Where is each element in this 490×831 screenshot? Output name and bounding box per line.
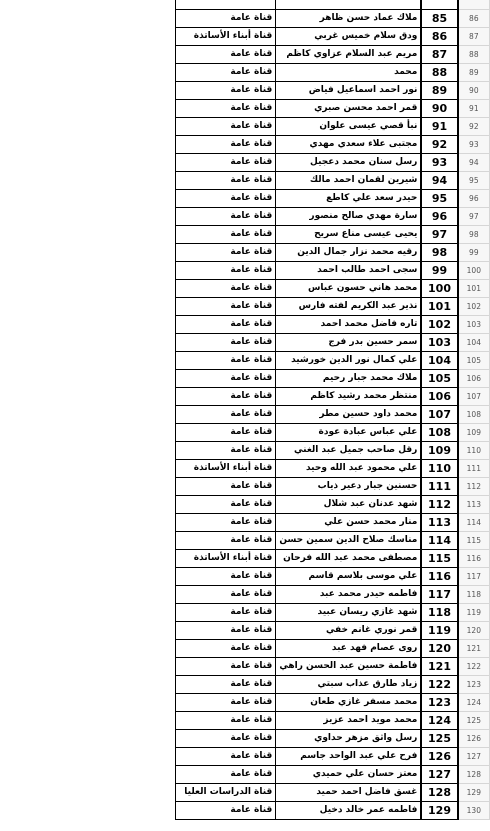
row-number-cell[interactable]: 101 [458, 280, 490, 298]
name-cell[interactable]: يحيى عيسى مناع سريح [276, 226, 422, 244]
row-number-cell[interactable]: 89 [458, 64, 490, 82]
table-row [176, 190, 490, 208]
channel-cell[interactable]: قناة أبناء الأساتذة [176, 460, 276, 478]
table-row [176, 352, 490, 370]
sequence-cell[interactable]: 108 [421, 424, 457, 442]
row-number-cell[interactable]: 122 [458, 658, 490, 676]
row-number-cell[interactable]: 111 [458, 460, 490, 478]
row-number-cell[interactable]: 103 [458, 316, 490, 334]
sequence-cell[interactable]: 123 [421, 694, 457, 712]
row-number-cell[interactable]: 91 [458, 100, 490, 118]
sequence-cell[interactable]: 127 [421, 766, 457, 784]
table-row [176, 10, 490, 28]
row-number-cell[interactable]: 99 [458, 244, 490, 262]
name-cell[interactable]: محمد [276, 64, 422, 82]
name-cell[interactable]: شيرين لقمان احمد مالك [276, 172, 422, 190]
row-number-cell[interactable]: 117 [458, 568, 490, 586]
channel-cell[interactable]: قناة عامة [176, 802, 276, 820]
sequence-cell[interactable]: 116 [421, 568, 457, 586]
table-row [176, 370, 490, 388]
table-row [176, 28, 490, 46]
table-row [176, 46, 490, 64]
row-number-cell[interactable]: 106 [458, 370, 490, 388]
row-number-cell[interactable]: 100 [458, 262, 490, 280]
table-row [176, 262, 490, 280]
sequence-cell[interactable]: 101 [421, 298, 457, 316]
sequence-cell[interactable]: 126 [421, 748, 457, 766]
sequence-cell[interactable]: 129 [421, 802, 457, 820]
sequence-cell[interactable]: 121 [421, 658, 457, 676]
channel-cell[interactable]: قناة عامة [176, 442, 276, 460]
row-number-cell[interactable]: 113 [458, 496, 490, 514]
row-number-cell[interactable]: 109 [458, 424, 490, 442]
table-row [176, 424, 490, 442]
name-cell[interactable]: قمر احمد محسن صبري [276, 100, 422, 118]
table-row [176, 712, 490, 730]
table-row [176, 532, 490, 550]
name-cell[interactable]: رسل واثق مزهر حداوي [276, 730, 422, 748]
row-number-cell[interactable]: 128 [458, 766, 490, 784]
name-cell[interactable]: حسنين جبار دعير ذياب [276, 478, 422, 496]
name-cell[interactable]: محمد داود حسين مطر [276, 406, 422, 424]
table-row [176, 100, 490, 118]
name-cell[interactable]: فاطمه عمر خالد دخيل [276, 802, 422, 820]
name-cell[interactable]: معتز حسان علي حميدي [276, 766, 422, 784]
name-cell[interactable]: ملاك عماد حسن ظاهر [276, 10, 422, 28]
row-number-cell[interactable]: 102 [458, 298, 490, 316]
table-row [176, 118, 490, 136]
table-row [176, 784, 490, 802]
row-number-cell[interactable]: 129 [458, 784, 490, 802]
row-number-cell[interactable]: 107 [458, 388, 490, 406]
channel-cell[interactable]: قناة عامة [176, 712, 276, 730]
name-cell[interactable]: حيدر سعد علي كاطع [276, 190, 422, 208]
table-row [176, 0, 490, 10]
name-cell[interactable]: مصطفى محمد عبد الله فرحان [276, 550, 422, 568]
name-cell[interactable]: مجتبى علاء سعدي مهدي [276, 136, 422, 154]
name-cell[interactable]: علي كمال نور الدين خورشيد [276, 352, 422, 370]
name-cell[interactable] [276, 0, 422, 10]
name-cell[interactable]: نور احمد اسماعيل فياض [276, 82, 422, 100]
row-number-cell[interactable]: 94 [458, 154, 490, 172]
row-number-cell[interactable]: 119 [458, 604, 490, 622]
channel-cell[interactable]: قناة أبناء الأساتذة [176, 28, 276, 46]
table-row [176, 406, 490, 424]
sequence-cell[interactable]: 105 [421, 370, 457, 388]
sequence-cell[interactable]: 113 [421, 514, 457, 532]
table-row [176, 172, 490, 190]
row-number-cell[interactable]: 87 [458, 28, 490, 46]
channel-cell[interactable]: قناة عامة [176, 208, 276, 226]
channel-cell[interactable]: قناة عامة [176, 604, 276, 622]
row-number-cell[interactable]: 108 [458, 406, 490, 424]
sequence-cell[interactable]: 85 [421, 10, 457, 28]
table-row [176, 136, 490, 154]
sequence-cell[interactable]: 122 [421, 676, 457, 694]
channel-cell[interactable]: قناة عامة [176, 118, 276, 136]
name-cell[interactable]: تاره فاضل محمد احمد [276, 316, 422, 334]
row-number-cell[interactable]: 127 [458, 748, 490, 766]
row-number-cell[interactable]: 105 [458, 352, 490, 370]
table-row [176, 280, 490, 298]
name-cell[interactable]: منار محمد حسن علي [276, 514, 422, 532]
table-row [176, 154, 490, 172]
channel-cell[interactable]: قناة عامة [176, 514, 276, 532]
name-cell[interactable]: رقيه محمد نزار جمال الدين [276, 244, 422, 262]
table-row [176, 694, 490, 712]
table-row [176, 388, 490, 406]
row-number-cell[interactable]: 88 [458, 46, 490, 64]
sequence-cell[interactable]: 91 [421, 118, 457, 136]
channel-cell[interactable]: قناة عامة [176, 136, 276, 154]
row-number-cell[interactable]: 93 [458, 136, 490, 154]
channel-cell[interactable]: قناة عامة [176, 352, 276, 370]
table-row [176, 82, 490, 100]
sequence-cell[interactable]: 94 [421, 172, 457, 190]
name-cell[interactable]: فاطمة حسين عبد الحسن راهي [276, 658, 422, 676]
row-number-cell[interactable]: 92 [458, 118, 490, 136]
channel-cell[interactable]: قناة عامة [176, 46, 276, 64]
table-row [176, 550, 490, 568]
name-cell[interactable]: سمر حسين بدر فرج [276, 334, 422, 352]
name-cell[interactable]: مريم عبد السلام عزاوي كاظم [276, 46, 422, 64]
table-row [176, 478, 490, 496]
sequence-cell[interactable]: 107 [421, 406, 457, 424]
channel-cell[interactable]: قناة عامة [176, 586, 276, 604]
row-number-cell[interactable]: 116 [458, 550, 490, 568]
row-number-cell[interactable]: 120 [458, 622, 490, 640]
sequence-cell[interactable]: 114 [421, 532, 457, 550]
channel-cell[interactable] [176, 0, 276, 10]
row-number-cell[interactable]: 96 [458, 190, 490, 208]
sequence-cell[interactable]: 124 [421, 712, 457, 730]
channel-cell[interactable]: قناة عامة [176, 280, 276, 298]
sequence-cell[interactable]: 89 [421, 82, 457, 100]
row-number-cell[interactable]: 123 [458, 676, 490, 694]
sequence-cell[interactable]: 115 [421, 550, 457, 568]
row-number-cell[interactable]: 90 [458, 82, 490, 100]
table-row [176, 334, 490, 352]
channel-cell[interactable]: قناة عامة [176, 298, 276, 316]
row-number-cell[interactable]: 98 [458, 226, 490, 244]
channel-cell[interactable]: قناة عامة [176, 640, 276, 658]
table-row [176, 748, 490, 766]
channel-cell[interactable]: قناة عامة [176, 244, 276, 262]
row-number-cell[interactable]: 130 [458, 802, 490, 820]
channel-cell[interactable]: قناة عامة [176, 730, 276, 748]
channel-cell[interactable]: قناة عامة [176, 100, 276, 118]
channel-cell[interactable]: قناة عامة [176, 64, 276, 82]
sequence-cell[interactable]: 98 [421, 244, 457, 262]
channel-cell[interactable]: قناة عامة [176, 676, 276, 694]
channel-cell[interactable]: قناة عامة [176, 262, 276, 280]
students-table [175, 0, 490, 820]
name-cell[interactable]: علي محمود عبد الله وحيد [276, 460, 422, 478]
table-row [176, 514, 490, 532]
name-cell[interactable]: منتظر محمد رشيد كاظم [276, 388, 422, 406]
name-cell[interactable]: نذير عبد الكريم لفته فارس [276, 298, 422, 316]
channel-cell[interactable]: قناة أبناء الأساتذة [176, 550, 276, 568]
name-cell[interactable]: فاطمه حيدر محمد عبد [276, 586, 422, 604]
name-cell[interactable]: رقل صاحب جميل عبد الغني [276, 442, 422, 460]
channel-cell[interactable]: قناة عامة [176, 154, 276, 172]
table-row [176, 640, 490, 658]
table-row [176, 802, 490, 820]
table-row [176, 658, 490, 676]
table-row [176, 64, 490, 82]
channel-cell[interactable]: قناة عامة [176, 226, 276, 244]
sequence-cell[interactable]: 95 [421, 190, 457, 208]
table-row [176, 730, 490, 748]
channel-cell[interactable]: قناة عامة [176, 190, 276, 208]
name-cell[interactable]: سجى احمد طالب احمد [276, 262, 422, 280]
sequence-cell[interactable]: 106 [421, 388, 457, 406]
row-number-cell[interactable]: 125 [458, 712, 490, 730]
sequence-cell[interactable]: 118 [421, 604, 457, 622]
name-cell[interactable]: مناسك صلاح الدين سمين حسن [276, 532, 422, 550]
row-number-cell[interactable] [458, 0, 490, 10]
channel-cell[interactable]: قناة عامة [176, 478, 276, 496]
table-row [176, 766, 490, 784]
name-cell[interactable]: شهد عدنان عبد شلال [276, 496, 422, 514]
table-row [176, 586, 490, 604]
sequence-cell[interactable]: 92 [421, 136, 457, 154]
channel-cell[interactable]: قناة عامة [176, 316, 276, 334]
sequence-cell[interactable]: 119 [421, 622, 457, 640]
sequence-cell[interactable]: 100 [421, 280, 457, 298]
row-number-cell[interactable]: 104 [458, 334, 490, 352]
channel-cell[interactable]: قناة عامة [176, 532, 276, 550]
channel-cell[interactable]: قناة عامة [176, 622, 276, 640]
table-row [176, 568, 490, 586]
table-row [176, 676, 490, 694]
table-row [176, 244, 490, 262]
name-cell[interactable]: محمد مسفر غازي طعان [276, 694, 422, 712]
table-row [176, 442, 490, 460]
table-row [176, 316, 490, 334]
row-number-cell[interactable]: 118 [458, 586, 490, 604]
sequence-cell[interactable]: 86 [421, 28, 457, 46]
table-row [176, 496, 490, 514]
channel-cell[interactable]: قناة عامة [176, 388, 276, 406]
channel-cell[interactable]: قناة عامة [176, 766, 276, 784]
sequence-cell[interactable]: 96 [421, 208, 457, 226]
sequence-cell[interactable]: 110 [421, 460, 457, 478]
name-cell[interactable]: ملاك محمد جبار رحيم [276, 370, 422, 388]
sequence-cell[interactable]: 111 [421, 478, 457, 496]
table-row [176, 604, 490, 622]
table-row [176, 622, 490, 640]
row-number-cell[interactable]: 97 [458, 208, 490, 226]
row-number-cell[interactable]: 110 [458, 442, 490, 460]
row-number-cell[interactable]: 95 [458, 172, 490, 190]
channel-cell[interactable]: قناة عامة [176, 172, 276, 190]
sequence-cell[interactable]: 102 [421, 316, 457, 334]
sequence-cell[interactable]: 104 [421, 352, 457, 370]
sequence-cell[interactable] [421, 0, 457, 10]
row-number-cell[interactable]: 112 [458, 478, 490, 496]
row-number-cell[interactable]: 114 [458, 514, 490, 532]
sequence-cell[interactable]: 88 [421, 64, 457, 82]
sequence-cell[interactable]: 128 [421, 784, 457, 802]
name-cell[interactable]: علي موسى بلاسم قاسم [276, 568, 422, 586]
table-row [176, 460, 490, 478]
channel-cell[interactable]: قناة عامة [176, 370, 276, 388]
name-cell[interactable]: فرح علي عبد الواحد جاسم [276, 748, 422, 766]
row-number-cell[interactable]: 86 [458, 10, 490, 28]
channel-cell[interactable]: قناة عامة [176, 406, 276, 424]
name-cell[interactable]: علي عباس عبادة عودة [276, 424, 422, 442]
sequence-cell[interactable]: 125 [421, 730, 457, 748]
sequence-cell[interactable]: 93 [421, 154, 457, 172]
name-cell[interactable]: ودق سلام خميس غربي [276, 28, 422, 46]
sequence-cell[interactable]: 99 [421, 262, 457, 280]
row-number-cell[interactable]: 115 [458, 532, 490, 550]
name-cell[interactable]: سارة مهدي صالح منصور [276, 208, 422, 226]
name-cell[interactable]: زياد طارق عذاب سبتي [276, 676, 422, 694]
name-cell[interactable]: محمد هاني حسون عباس [276, 280, 422, 298]
channel-cell[interactable]: قناة عامة [176, 496, 276, 514]
blank-margin [0, 0, 175, 831]
name-cell[interactable]: نبأ قصي عيسى علوان [276, 118, 422, 136]
sequence-cell[interactable]: 112 [421, 496, 457, 514]
channel-cell[interactable]: قناة عامة [176, 568, 276, 586]
channel-cell[interactable]: قناة عامة [176, 424, 276, 442]
channel-cell[interactable]: قناة الدراسات العليا [176, 784, 276, 802]
name-cell[interactable]: قمر نوري غانم خفي [276, 622, 422, 640]
row-number-cell[interactable]: 126 [458, 730, 490, 748]
sequence-cell[interactable]: 87 [421, 46, 457, 64]
row-number-cell[interactable]: 121 [458, 640, 490, 658]
sequence-cell[interactable]: 103 [421, 334, 457, 352]
name-cell[interactable]: رسل سنان محمد دعجيل [276, 154, 422, 172]
name-cell[interactable]: روى عصام فهد عبد [276, 640, 422, 658]
row-number-cell[interactable]: 124 [458, 694, 490, 712]
channel-cell[interactable]: قناة عامة [176, 694, 276, 712]
channel-cell[interactable]: قناة عامة [176, 82, 276, 100]
table-row [176, 208, 490, 226]
channel-cell[interactable]: قناة عامة [176, 748, 276, 766]
table-row [176, 226, 490, 244]
channel-cell[interactable]: قناة عامة [176, 10, 276, 28]
name-cell[interactable]: شهد غازي ريسان عبيد [276, 604, 422, 622]
channel-cell[interactable]: قناة عامة [176, 334, 276, 352]
channel-cell[interactable]: قناة عامة [176, 658, 276, 676]
table-row [176, 298, 490, 316]
sequence-cell[interactable]: 109 [421, 442, 457, 460]
sequence-cell[interactable]: 90 [421, 100, 457, 118]
sequence-cell[interactable]: 97 [421, 226, 457, 244]
sequence-cell[interactable]: 120 [421, 640, 457, 658]
name-cell[interactable]: محمد مويد احمد عزيز [276, 712, 422, 730]
name-cell[interactable]: غسق فاضل احمد حميد [276, 784, 422, 802]
sequence-cell[interactable]: 117 [421, 586, 457, 604]
